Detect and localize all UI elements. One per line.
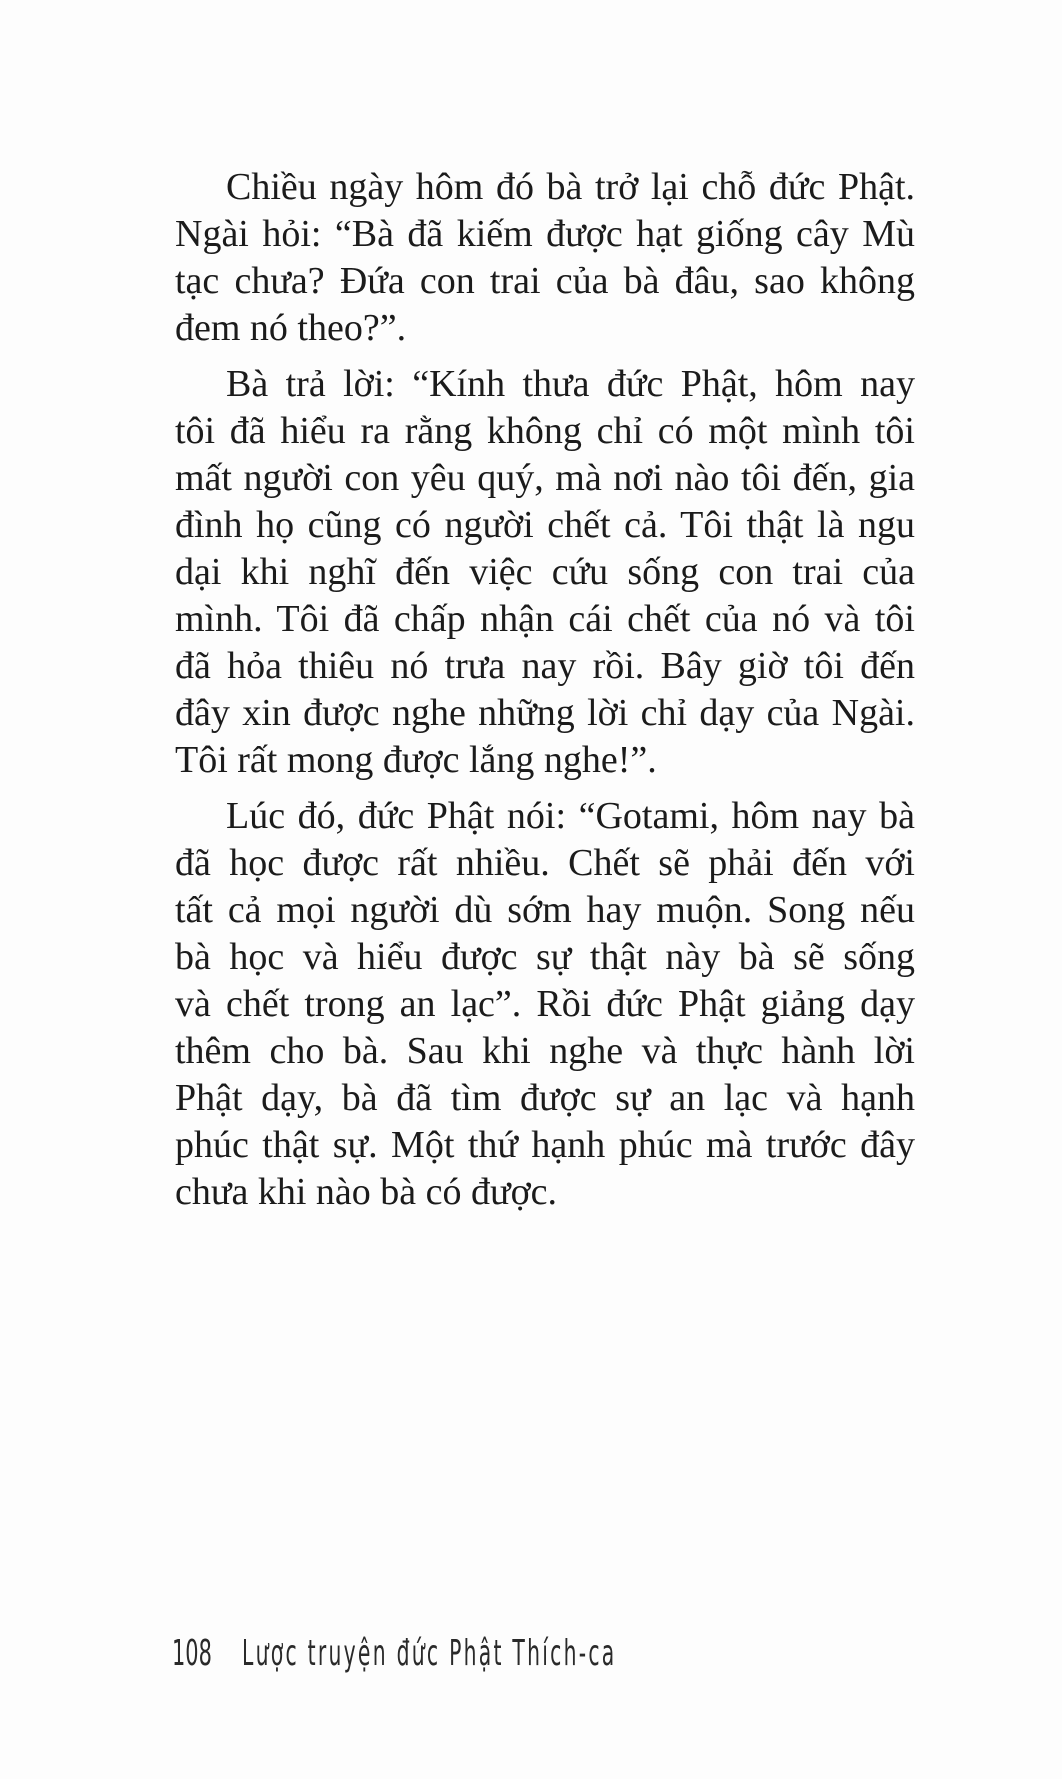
text-line: mình. Tôi đã chấp nhận cái chết của nó và tôi [175, 598, 915, 640]
text-line: đã học được rất nhiều. Chết sẽ phải đến với [175, 842, 915, 884]
page-footer [0, 1626, 1062, 1682]
text-line: mất người con yêu quý, mà nơi nào tôi đến, gia [175, 457, 915, 499]
text-line: tôi đã hiểu ra rằng không chỉ có một mình tôi [175, 410, 915, 452]
text-line: dại khi nghĩ đến việc cứu sống con trai của [175, 551, 915, 593]
text-line: đây xin được nghe những lời chỉ dạy của Ngài. [175, 692, 915, 734]
text-line: phúc thật sự. Một thứ hạnh phúc mà trước đây [175, 1124, 915, 1166]
text-line: đem nó theo?”. [175, 307, 407, 349]
text-line: tạc chưa? Đứa con trai của bà đâu, sao không [175, 260, 915, 302]
running-title: Lược truyện đức Phật Thích-ca [242, 1633, 617, 1674]
text-line: đình họ cũng có người chết cả. Tôi thật là ngu [175, 504, 915, 546]
text-line: và chết trong an lạc”. Rồi đức Phật giảng dạy [175, 983, 915, 1025]
text-line: thêm cho bà. Sau khi nghe và thực hành lời [175, 1030, 915, 1072]
text-line: Bà trả lời: “Kính thưa đức Phật, hôm nay [226, 363, 915, 405]
text-line: bà học và hiểu được sự thật này bà sẽ sống [175, 936, 915, 978]
text-line: Ngài hỏi: “Bà đã kiếm được hạt giống cây Mù [175, 213, 915, 255]
body-text [175, 164, 915, 1225]
page-number: 108 [172, 1633, 212, 1674]
text-line: Chiều ngày hôm đó bà trở lại chỗ đức Phật. [226, 166, 915, 208]
paragraph-3 [175, 793, 915, 1216]
paragraph-2 [175, 361, 915, 784]
paragraph-1 [175, 164, 915, 352]
text-line: Phật dạy, bà đã tìm được sự an lạc và hạnh [175, 1077, 915, 1119]
text-line: chưa khi nào bà có được. [175, 1171, 558, 1213]
text-line: tất cả mọi người dù sớm hay muộn. Song nếu [175, 889, 915, 931]
text-line: Tôi rất mong được lắng nghe!”. [175, 739, 657, 781]
text-line: Lúc đó, đức Phật nói: “Gotami, hôm nay bà [226, 795, 915, 837]
text-line: đã hỏa thiêu nó trưa nay rồi. Bây giờ tôi đến [175, 645, 915, 687]
